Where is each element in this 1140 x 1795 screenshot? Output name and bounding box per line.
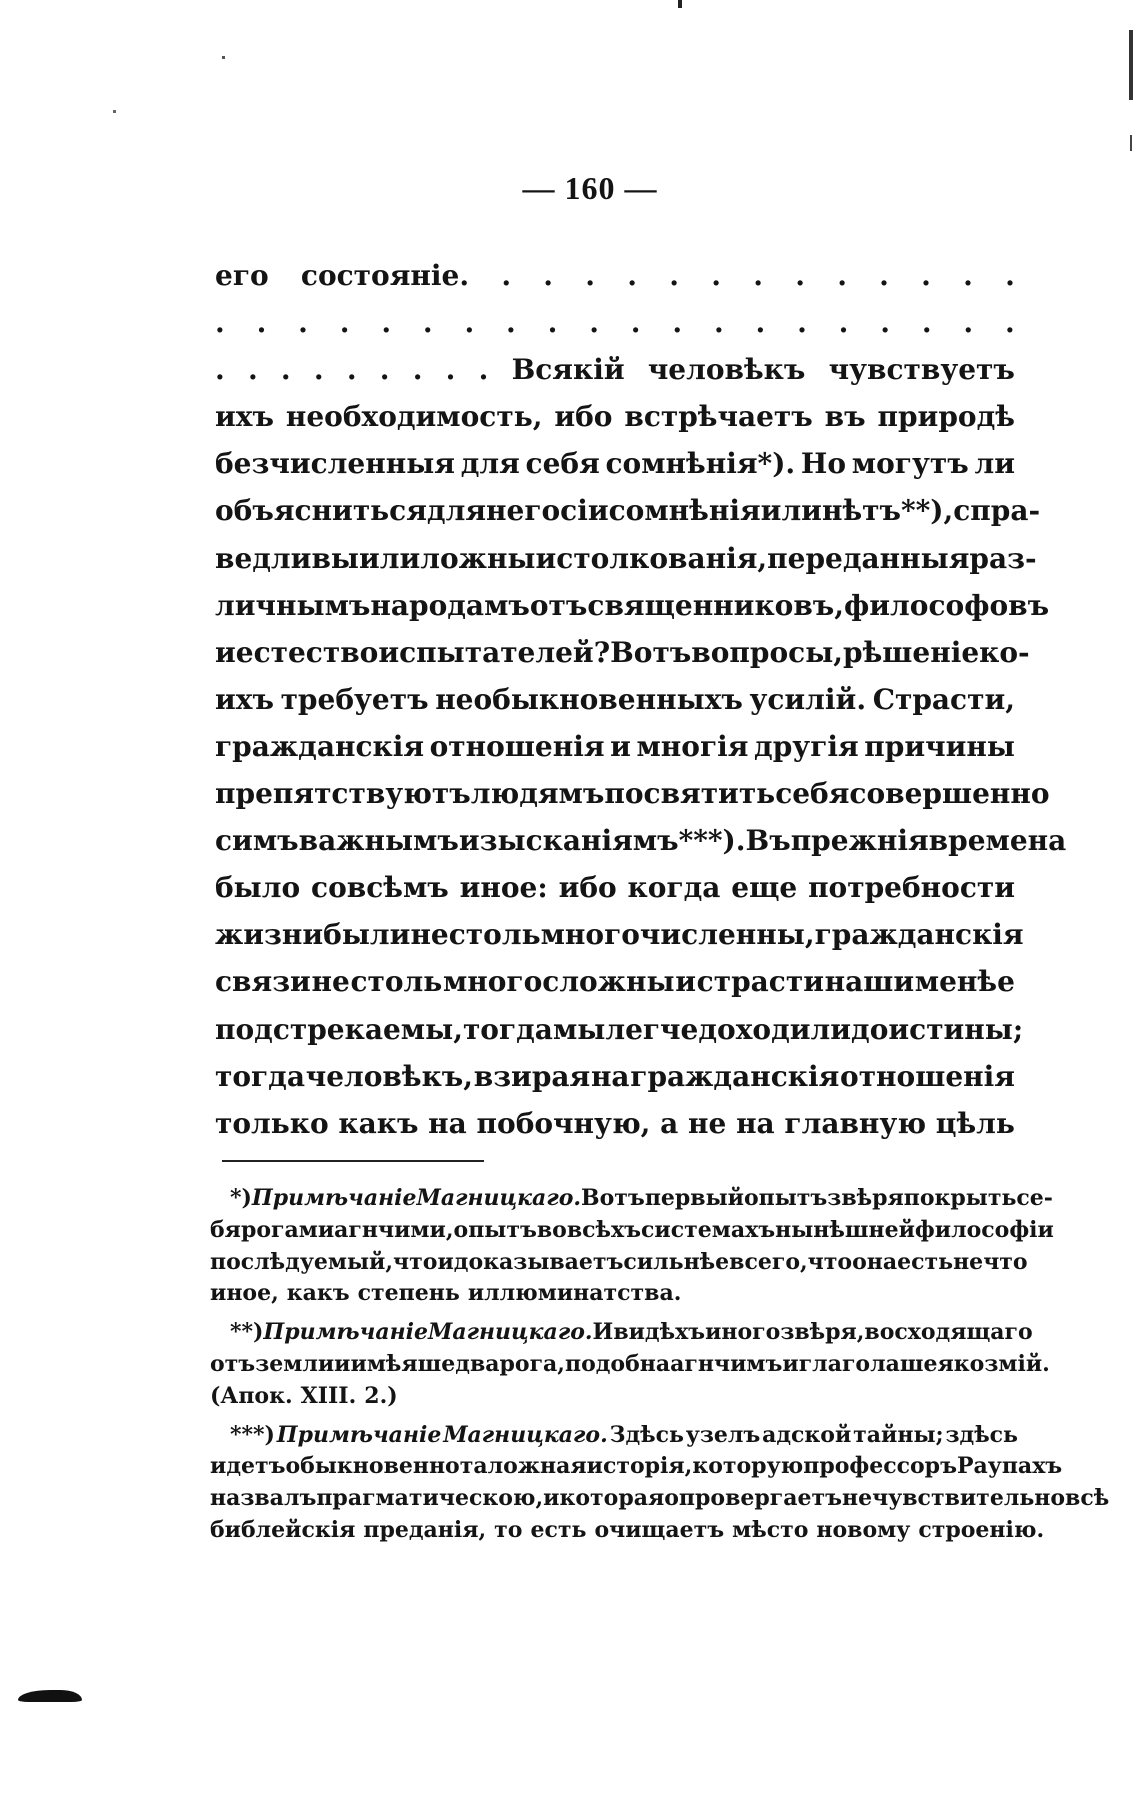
word: Но — [800, 447, 847, 481]
word: Раупахъ — [956, 1453, 1063, 1480]
footnote-line — [210, 1349, 1050, 1381]
word: Всякій — [511, 353, 625, 387]
word: новому — [816, 1516, 911, 1543]
word: до — [851, 1012, 889, 1046]
footnote-line — [210, 1381, 1018, 1413]
word: . — [379, 353, 390, 387]
word: цѣль — [935, 1106, 1015, 1140]
footnote-line — [210, 1317, 1033, 1349]
footnote-line — [210, 1215, 1054, 1247]
word: . — [797, 306, 807, 340]
footnote-label: Примѣчаніе — [251, 1185, 417, 1211]
word: главную — [784, 1106, 927, 1140]
word: жизни — [215, 918, 324, 952]
text-line — [215, 487, 1041, 534]
word: земли — [255, 1350, 335, 1377]
word: гражданскія — [215, 729, 425, 763]
word: нечувствительно — [841, 1485, 1066, 1512]
footnote-marker: **) — [230, 1319, 264, 1346]
word: ихъ — [215, 400, 274, 434]
word: . — [543, 259, 554, 292]
word: отношенія — [840, 1059, 1015, 1093]
word: состояніе. — [300, 259, 470, 292]
word: . — [880, 306, 890, 340]
word: ибо — [558, 871, 617, 905]
word: . — [963, 306, 974, 340]
word: Въ — [745, 824, 791, 858]
word: что — [393, 1248, 438, 1275]
word: 2.) — [364, 1382, 398, 1409]
word: совсѣмъ — [311, 871, 449, 905]
footnote-line — [210, 1278, 1018, 1310]
word: восходящаго — [864, 1319, 1033, 1346]
word: нѣтъ**), — [821, 494, 954, 528]
word: . — [506, 306, 516, 340]
text-line — [215, 817, 1067, 864]
word: здѣсь — [945, 1421, 1018, 1448]
word: человѣкъ, — [305, 1059, 474, 1093]
word: личнымъ — [215, 588, 371, 622]
word: рѣшеніе — [843, 635, 980, 669]
word: . — [280, 353, 291, 387]
word: . — [412, 353, 423, 387]
word: профессоръ — [803, 1453, 957, 1480]
word: . — [753, 259, 763, 292]
word: назвалъ — [210, 1485, 317, 1512]
word: на — [736, 1106, 775, 1140]
text-line — [215, 393, 1015, 440]
scan-artifact — [113, 110, 116, 113]
word: какъ — [286, 1280, 350, 1307]
word: . — [339, 306, 350, 340]
word: яко — [937, 1350, 985, 1377]
footnote-marker: ***) — [230, 1421, 275, 1448]
word: прежнія — [790, 824, 929, 858]
word: переданныя — [767, 541, 970, 575]
page-edge — [1129, 30, 1133, 100]
word: сіи — [560, 494, 609, 528]
footnote-label: Магницкаго. — [416, 1185, 582, 1211]
word: . — [464, 306, 475, 340]
word: было — [215, 871, 301, 905]
word: . — [713, 306, 724, 340]
word: человѣкъ — [647, 353, 806, 387]
word: XIII. — [300, 1382, 357, 1409]
word: системахъ — [641, 1216, 776, 1243]
word: и — [215, 635, 236, 669]
word: ихъ — [215, 682, 274, 716]
word: . — [313, 353, 324, 387]
word: мѣсто — [732, 1516, 809, 1543]
word: что — [807, 1248, 853, 1275]
word: то — [494, 1516, 523, 1543]
word: подстрекаемы, — [215, 1012, 463, 1046]
text-line — [215, 1006, 1024, 1053]
word: всѣ — [1065, 1485, 1110, 1512]
word: потребности — [808, 871, 1015, 905]
word: идетъ — [210, 1453, 286, 1480]
word: совершенно — [849, 777, 1050, 811]
word: . — [795, 259, 805, 292]
word: необыкновенныхъ — [435, 682, 743, 716]
word: столь — [448, 918, 541, 952]
word: Страсти, — [872, 682, 1015, 716]
footnote-line — [210, 1515, 1045, 1547]
text-line — [215, 1100, 1015, 1147]
text-line — [215, 535, 1037, 582]
footnote-label: Примѣчаніе — [263, 1319, 428, 1346]
word: узелъ — [685, 1421, 761, 1448]
text-line — [215, 1053, 1015, 1100]
word: библейскія — [210, 1516, 356, 1543]
word: отъ — [529, 588, 588, 622]
word: или — [760, 494, 822, 528]
word: истолкованія, — [535, 541, 768, 575]
word: не — [953, 1248, 984, 1275]
word: наши — [824, 965, 915, 999]
word: . — [381, 306, 392, 340]
word: доказываетъ — [453, 1248, 624, 1275]
word: когда — [627, 871, 721, 905]
word: отъ — [210, 1350, 256, 1377]
word: есть — [897, 1248, 954, 1275]
page-edge — [1130, 135, 1132, 151]
word: иллюминатства. — [467, 1280, 682, 1307]
word: сильнѣе — [623, 1248, 730, 1275]
word: . — [755, 306, 766, 340]
word: взирая — [473, 1059, 591, 1093]
word: рогами — [240, 1216, 335, 1243]
word: него — [486, 494, 561, 528]
text-line — [215, 958, 1015, 1005]
word: покрыть — [903, 1185, 1017, 1211]
text-line — [215, 770, 1050, 817]
word: посвятить — [604, 777, 776, 811]
text-line — [215, 676, 1015, 723]
word: видѣхъ — [613, 1319, 706, 1346]
word: послѣдуемый, — [210, 1248, 394, 1275]
word: . — [589, 306, 599, 340]
text-line — [215, 582, 1050, 629]
word: се- — [1016, 1185, 1053, 1211]
word: необходимость, — [285, 400, 543, 434]
word: . — [298, 306, 308, 340]
word: спра- — [953, 494, 1041, 528]
word: препятствуютъ — [215, 777, 471, 811]
word: . — [215, 353, 225, 387]
word: . — [669, 259, 679, 292]
word: обыкновенно — [285, 1453, 460, 1480]
text-line — [215, 864, 1015, 911]
word: чувствуетъ — [828, 353, 1015, 387]
word: тайны; — [853, 1421, 944, 1448]
word: сомнѣнія — [608, 494, 761, 528]
word: какъ — [338, 1106, 419, 1140]
word: И — [592, 1319, 614, 1346]
footnotes — [210, 1183, 1110, 1554]
word: рога, — [499, 1350, 565, 1377]
word: . — [1004, 306, 1015, 340]
word: . — [963, 259, 973, 292]
word: опытъ — [453, 1216, 537, 1243]
word: легче — [605, 1012, 699, 1046]
word: прагматическою, — [316, 1485, 544, 1512]
word: преданія, — [363, 1516, 487, 1543]
word: еще — [731, 871, 798, 905]
word: иное: — [459, 871, 548, 905]
word: змій. — [984, 1350, 1050, 1377]
word: ведливы — [215, 541, 359, 575]
ink-smudge — [18, 1690, 82, 1702]
word: иное, — [210, 1280, 279, 1307]
word: нынѣшней — [775, 1216, 915, 1243]
word: не — [311, 965, 350, 999]
word: на — [428, 1106, 467, 1140]
word: побочную, — [476, 1106, 651, 1140]
word: безчисленныя — [215, 447, 455, 481]
word: исторія, — [586, 1453, 693, 1480]
footnote-label: Магницкаго. — [427, 1319, 593, 1346]
text-line — [215, 911, 1024, 958]
word: . — [921, 306, 932, 340]
word: та — [459, 1453, 488, 1480]
word: есть — [530, 1516, 587, 1543]
word: . — [1005, 259, 1015, 292]
word: гражданскія — [814, 918, 1024, 952]
word: многочисленны, — [540, 918, 815, 952]
scan-artifact — [222, 56, 225, 59]
word: подобна — [564, 1350, 671, 1377]
word: . — [838, 306, 849, 340]
footnote — [210, 1317, 1050, 1412]
word: для — [426, 494, 487, 528]
word: . — [256, 306, 267, 340]
word: связи — [215, 965, 311, 999]
word: и — [334, 1350, 351, 1377]
word: Здѣсь — [609, 1421, 684, 1448]
footnote-line — [210, 1420, 1018, 1452]
word: менѣе — [914, 965, 1015, 999]
word: его — [215, 259, 269, 292]
word: . — [585, 259, 596, 292]
word: себя — [775, 777, 850, 811]
word: и — [543, 1485, 560, 1512]
word: бя — [210, 1216, 241, 1243]
word: изысканіямъ***). — [458, 824, 746, 858]
word: другія — [754, 729, 859, 763]
word: тогда — [215, 1059, 305, 1093]
word: она — [852, 1248, 898, 1275]
word: опровергаетъ — [664, 1485, 842, 1512]
word: звѣря, — [780, 1319, 865, 1346]
word: имѣяше — [350, 1350, 456, 1377]
word: всего, — [729, 1248, 808, 1275]
word: . — [627, 259, 638, 292]
word: звѣря — [827, 1185, 904, 1211]
word: . — [547, 306, 558, 340]
word: . — [445, 353, 456, 387]
word: или — [358, 541, 421, 575]
word: могутъ — [851, 447, 969, 481]
word: усилій. — [749, 682, 867, 716]
word: гражданскія — [630, 1059, 840, 1093]
word: и — [782, 1350, 799, 1377]
word: многія — [636, 729, 749, 763]
word: строенію. — [918, 1516, 1045, 1543]
body-text — [215, 252, 1067, 1147]
text-line — [215, 299, 1015, 346]
footnote-marker: *) — [230, 1185, 252, 1211]
word: . — [837, 259, 847, 292]
word: народамъ — [370, 588, 530, 622]
word: во — [536, 1216, 567, 1243]
word: а — [660, 1106, 679, 1140]
word: естествоиспытателей? — [235, 635, 611, 669]
word: ли — [974, 447, 1015, 481]
text-line — [215, 252, 1015, 299]
word: встрѣчаетъ — [624, 400, 813, 434]
word: времена — [928, 824, 1067, 858]
text-line — [215, 346, 1015, 393]
word: глаголаше — [798, 1350, 938, 1377]
footnote-label: Примѣчаніе — [276, 1421, 442, 1448]
word: Вотъ — [610, 635, 692, 669]
footnote-line — [210, 1451, 1063, 1483]
word: требуетъ — [280, 682, 429, 716]
word: природѣ — [877, 400, 1015, 434]
word: . — [346, 353, 357, 387]
footnote — [210, 1183, 1054, 1310]
word: Вотъ — [581, 1185, 645, 1211]
word: первый — [644, 1185, 744, 1211]
word: (Апок. — [210, 1382, 293, 1409]
word: . — [879, 259, 889, 292]
text-line — [215, 723, 1015, 770]
word: философовъ — [844, 588, 1050, 622]
word: истины; — [888, 1012, 1024, 1046]
word: ложны — [420, 541, 536, 575]
word: раз- — [969, 541, 1037, 575]
word: . — [711, 259, 721, 292]
word: которую — [692, 1453, 804, 1480]
word: себя — [525, 447, 600, 481]
word: объясниться — [215, 494, 427, 528]
word: важнымъ — [298, 824, 459, 858]
word: не — [410, 918, 449, 952]
word: . — [247, 353, 258, 387]
footnote-divider — [222, 1160, 484, 1162]
word: въ — [824, 400, 866, 434]
word: агнчими, — [334, 1216, 454, 1243]
word: страсти — [696, 965, 824, 999]
word: . — [215, 306, 225, 340]
scan-artifact — [678, 0, 682, 8]
word: агнчимъ — [670, 1350, 783, 1377]
word: доходили — [698, 1012, 852, 1046]
word: были — [323, 918, 411, 952]
footnote-line — [210, 1483, 1110, 1515]
word: только — [215, 1106, 329, 1140]
word: . — [501, 259, 512, 292]
word: что — [983, 1248, 1028, 1275]
footnote — [210, 1420, 1110, 1547]
word: мы — [552, 1012, 606, 1046]
word: многосложны — [442, 965, 675, 999]
word: иного — [705, 1319, 781, 1346]
word: сомнѣнія*). — [605, 447, 796, 481]
word: . — [630, 306, 641, 340]
text-line — [215, 440, 1015, 487]
footnote-label: Магницкаго. — [443, 1421, 608, 1448]
word: два — [455, 1350, 500, 1377]
word: вопросы, — [691, 635, 844, 669]
footnote-line — [210, 1247, 1028, 1279]
word: тогда — [462, 1012, 553, 1046]
word: . — [672, 306, 683, 340]
word: . — [921, 259, 931, 292]
word: ибо — [554, 400, 613, 434]
word: симъ — [215, 824, 299, 858]
word: не — [688, 1106, 727, 1140]
word: очищаетъ — [594, 1516, 725, 1543]
word: философіи — [914, 1216, 1054, 1243]
word: столь — [350, 965, 443, 999]
word: адской — [762, 1421, 852, 1448]
text-line — [215, 629, 1030, 676]
word: священниковъ, — [587, 588, 845, 622]
word: людямъ — [470, 777, 605, 811]
word: ложная — [487, 1453, 587, 1480]
word: степень — [357, 1280, 460, 1307]
word: . — [422, 306, 433, 340]
footnote-line — [210, 1183, 1053, 1215]
word: на — [590, 1059, 630, 1093]
word: и — [437, 1248, 454, 1275]
word: причины — [864, 729, 1015, 763]
word: . — [478, 353, 489, 387]
word: ко- — [979, 635, 1030, 669]
word: для — [460, 447, 520, 481]
page-number: — 160 — — [522, 170, 658, 206]
word: которая — [559, 1485, 665, 1512]
word: всѣхъ — [566, 1216, 641, 1243]
word: опытъ — [743, 1185, 828, 1211]
word: отношенія — [429, 729, 605, 763]
word: и — [675, 965, 697, 999]
word: и — [610, 729, 631, 763]
